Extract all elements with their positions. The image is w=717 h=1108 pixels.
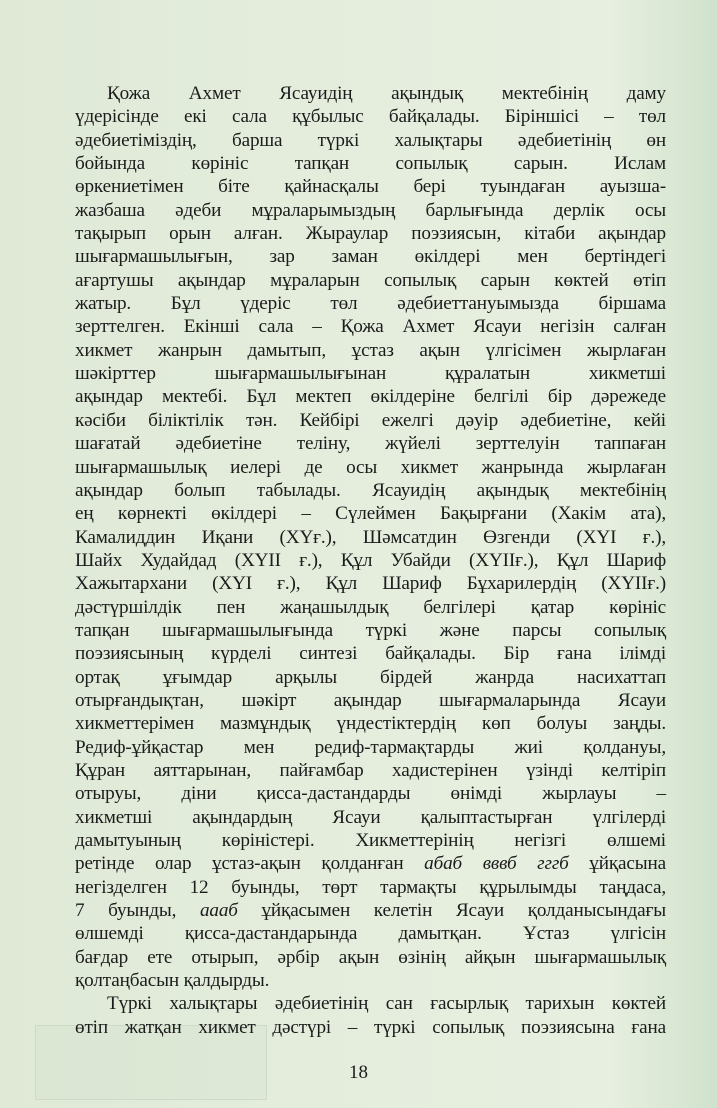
text-line: шығармашылық иелері де осы хикмет жанрында жырлаған: [75, 456, 666, 478]
text-line: дамытуының көріністері. Хикметтерінің негізгі өлшемі: [75, 830, 666, 851]
text-line: бағдар ете отырып, әрбір ақын өзінің айқын шығармашылық: [75, 946, 666, 968]
text-line: дәстүршілдік пен жаңашылдық белгілері қатар көрініс: [75, 596, 666, 618]
text-line: бойында көрініс тапқан сопылық сарын. Ислам: [75, 153, 666, 175]
text-line: 7 буынды, аааб ұйқасымен келетін Ясауи қолданысындағы: [75, 900, 666, 922]
text-line: Қожа Ахмет Ясауидің ақындық мектебінің даму: [107, 83, 666, 104]
text-line: поэзиясының күрделі синтезі байқалады. Бір ғана ілімді: [75, 643, 666, 665]
text-line: Камалиддин Иқани (XYғ.), Шәмсатдин Өзгенди (XYI ғ.),: [75, 526, 666, 548]
text-line: жатыр. Бұл үдеріс төл әдебиеттануымызда біршама: [75, 293, 666, 315]
text-line: Құран аяттарынан, пайғамбар хадистерінен үзінді келтіріп: [75, 759, 666, 781]
text-line: ортақ ұғымдар арқылы бірдей жанрда насихаттап: [75, 666, 666, 688]
rhyme-scheme: аааб: [199, 900, 238, 922]
page-number: 18: [349, 1062, 368, 1083]
text-line: тақырып орын алған. Жыраулар поэзиясын, кітаби ақындар: [75, 223, 666, 245]
text-line: үдерісінде екі сала құбылыс байқалады. Біріншісі – төл: [75, 106, 666, 128]
text-line: негізделген 12 буынды, төрт тармақты құрылымды таңдаса,: [75, 876, 666, 898]
text-line: Редиф-ұйқастар мен редиф-тармақтарды жиі қолдануы,: [75, 736, 666, 758]
text-line: қолтаңбасын қалдырды.: [75, 970, 270, 992]
text-line: отырғандықтан, шәкірт ақындар шығармаларында Ясауи: [75, 689, 666, 711]
paragraph-1: [75, 82, 666, 992]
text-line: хикметші ақындардың Ясауи қалыптастырған үлгілерді: [75, 806, 666, 828]
text-line: ақындар мектебі. Бұл мектеп өкілдеріне белгілі бір дәрежеде: [75, 386, 666, 408]
text-line: шығармашылығын, зар заман өкілдері мен бертіндегі: [75, 246, 666, 268]
text-line: өркениетімен біте қайнасқалы бері туындаған ауызша-: [75, 176, 666, 198]
text-line: Хажытархани (XYI ғ.), Құл Шариф Бұхарилердің (XYIIғ.): [75, 573, 666, 595]
text-line: кәсіби біліктілік тән. Кейбірі ежелгі дәуір әдебиетіне, кейі: [75, 409, 666, 431]
text-line: шағатай әдебиетіне теліну, жүйелі зерттелуін таппаған: [75, 433, 666, 455]
text-line: хикмет жанрын дамытып, ұстаз ақын үлгісімен жырлаған: [75, 339, 666, 361]
text-line: ең көрнекті өкілдері – Сүлеймен Бақырғани (Хакім ата),: [75, 503, 666, 525]
text-line: әдебиетіміздің, барша түркі халықтары әдебиетінің өн: [75, 129, 666, 151]
page-body: [75, 82, 666, 1039]
text-line: ақындар болып табылады. Ясауидің ақындық мектебінің: [75, 479, 666, 501]
text-line: ағартушы ақындар мұраларын сопылық сарын көктей өтіп: [75, 269, 666, 291]
text-line: тапқан шығармашылығында түркі және парсы сопылық: [75, 619, 666, 641]
text-line: зерттелген. Екінші сала – Қожа Ахмет Ясауи негізін салған: [75, 316, 666, 338]
rhyme-scheme: абаб вввб гггб: [424, 853, 569, 875]
text-line: өлшемді қисса-дастандарында дамытқан. Ұстаз үлгісін: [75, 923, 666, 945]
text-line: өтіп жатқан хикмет дәстүрі – түркі сопылық поэзиясына ғана: [75, 1016, 666, 1038]
paragraph-2: [75, 992, 666, 1039]
text-line: хикметтерімен мазмұндық үндестіктердің көп болуы заңды.: [75, 713, 666, 735]
text-line: шәкірттер шығармашылығынан құралатын хикметші: [75, 363, 666, 385]
text-line: ретінде олар ұстаз-ақын қолданған абаб вввб гггб ұйқасына: [75, 853, 667, 875]
text-line: жазбаша әдеби мұраларымыздың барлығында дерлік осы: [75, 199, 666, 221]
text-line: Шайх Худайдад (XYII ғ.), Құл Убайди (XYIIғ.), Құл Шариф: [75, 549, 666, 571]
text-line: отыруы, діни қисса-дастандарды өнімді жырлауы –: [75, 783, 666, 805]
text-line: Түркі халықтары әдебиетінің сан ғасырлық тарихын көктей: [107, 993, 666, 1015]
